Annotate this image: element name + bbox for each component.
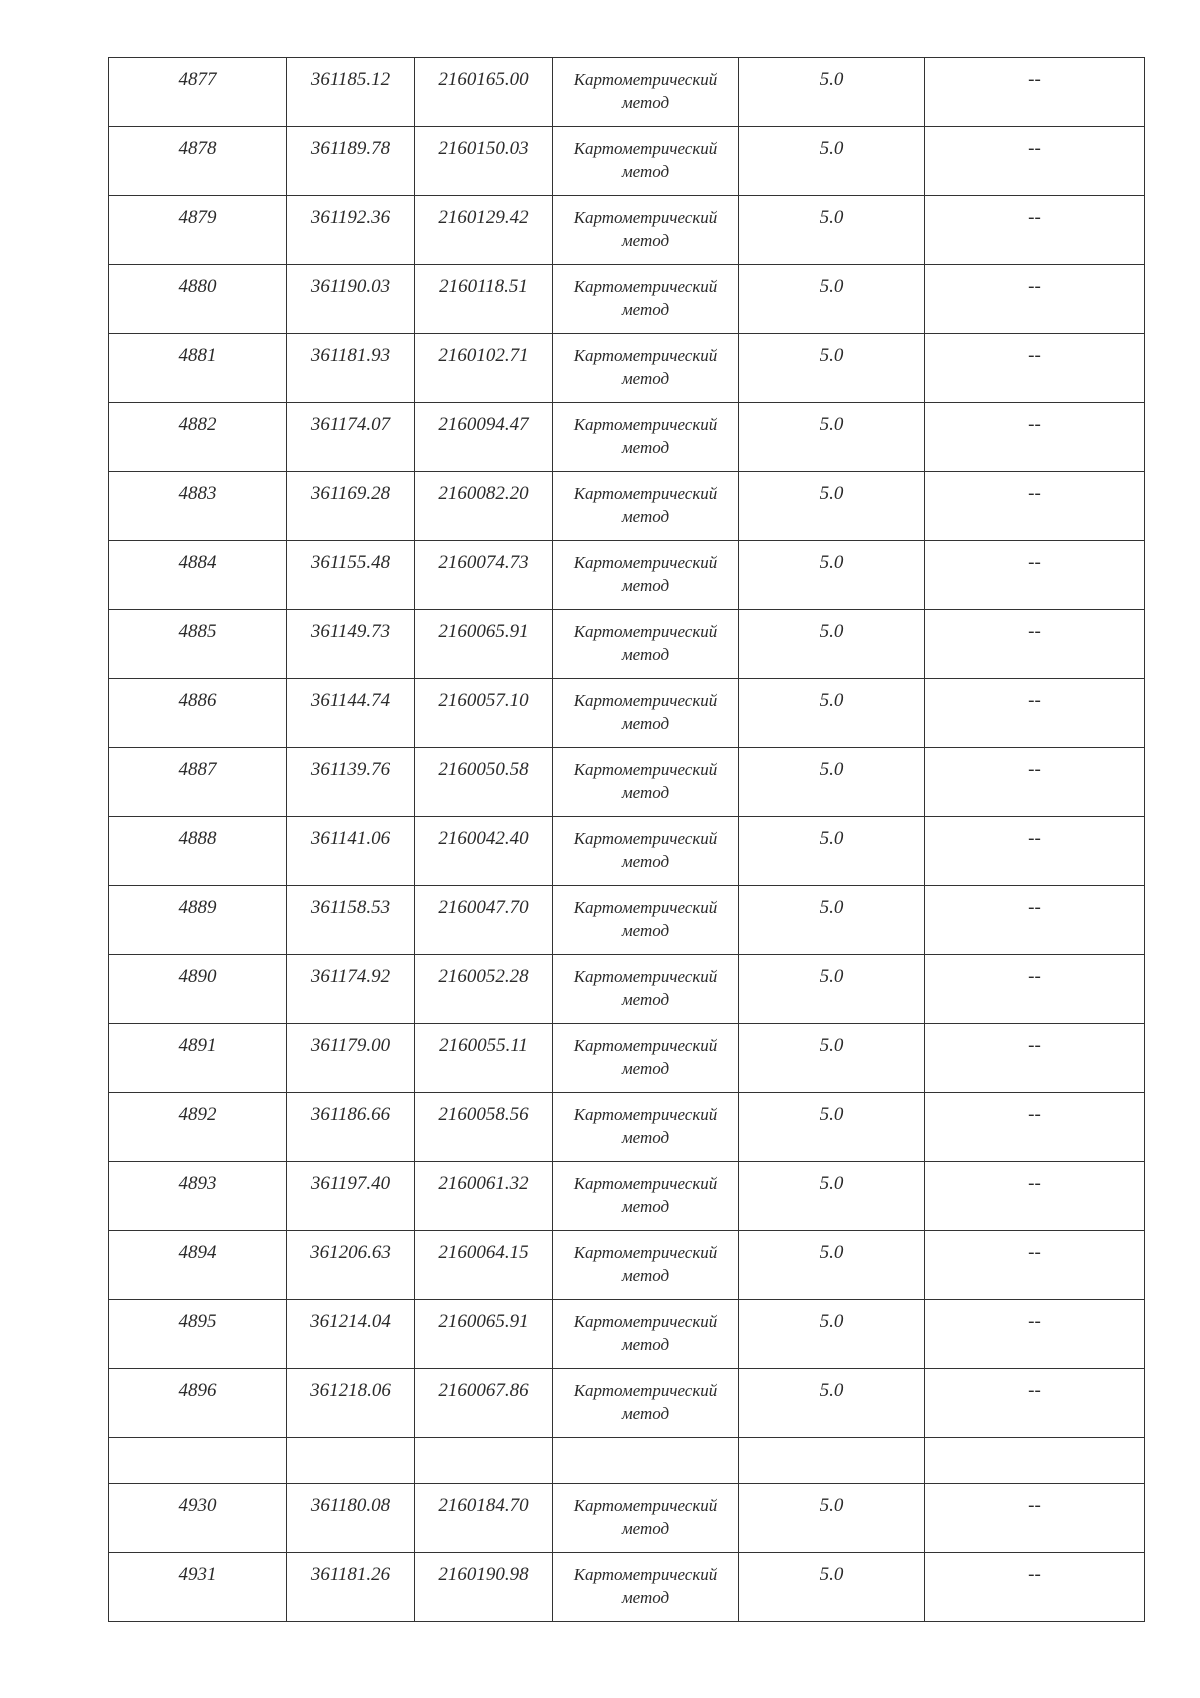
- empty-cell: [739, 1438, 925, 1484]
- note-cell: --: [925, 1300, 1145, 1369]
- y-coordinate-cell: 2160061.32: [415, 1162, 553, 1231]
- note-cell: --: [925, 748, 1145, 817]
- point-number-cell: 4877: [109, 58, 287, 127]
- y-coordinate-cell: 2160074.73: [415, 541, 553, 610]
- empty-cell: [287, 1438, 415, 1484]
- accuracy-cell: 5.0: [739, 748, 925, 817]
- method-label-line1: Картометрический: [573, 1243, 718, 1262]
- point-number-cell: 4885: [109, 610, 287, 679]
- y-coordinate-cell: 2160067.86: [415, 1369, 553, 1438]
- point-number-cell: 4895: [109, 1300, 287, 1369]
- method-label-line2: метод: [621, 1059, 670, 1078]
- method-cell: [553, 1484, 739, 1553]
- method-cell: [553, 886, 739, 955]
- accuracy-cell: 5.0: [739, 1093, 925, 1162]
- method-label-line1: Картометрический: [573, 898, 718, 917]
- method-label-line1: Картометрический: [573, 415, 718, 434]
- table-row: [109, 196, 1145, 265]
- note-cell: --: [925, 334, 1145, 403]
- point-number-cell: 4882: [109, 403, 287, 472]
- accuracy-cell: 5.0: [739, 886, 925, 955]
- method-label-line1: Картометрический: [573, 829, 718, 848]
- y-coordinate-cell: 2160129.42: [415, 196, 553, 265]
- table-row: [109, 1231, 1145, 1300]
- table-row: [109, 1093, 1145, 1162]
- x-coordinate-cell: 361180.08: [287, 1484, 415, 1553]
- y-coordinate-cell: 2160058.56: [415, 1093, 553, 1162]
- y-coordinate-cell: 2160118.51: [415, 265, 553, 334]
- method-label-line1: Картометрический: [573, 70, 718, 89]
- method-label-line1: Картометрический: [573, 1174, 718, 1193]
- method-label-line1: Картометрический: [573, 1312, 718, 1331]
- method-label-line2: метод: [621, 1588, 670, 1607]
- method-label-line1: Картометрический: [573, 760, 718, 779]
- y-coordinate-cell: 2160094.47: [415, 403, 553, 472]
- note-cell: --: [925, 1231, 1145, 1300]
- method-label-line1: Картометрический: [573, 691, 718, 710]
- accuracy-cell: 5.0: [739, 955, 925, 1024]
- point-number-cell: 4890: [109, 955, 287, 1024]
- x-coordinate-cell: 361214.04: [287, 1300, 415, 1369]
- method-cell: [553, 1369, 739, 1438]
- note-cell: --: [925, 817, 1145, 886]
- table-row: [109, 265, 1145, 334]
- accuracy-cell: 5.0: [739, 679, 925, 748]
- accuracy-cell: 5.0: [739, 1553, 925, 1622]
- x-coordinate-cell: 361186.66: [287, 1093, 415, 1162]
- method-cell: [553, 1024, 739, 1093]
- table-row: [109, 127, 1145, 196]
- y-coordinate-cell: 2160055.11: [415, 1024, 553, 1093]
- method-label-line2: метод: [621, 1266, 670, 1285]
- accuracy-cell: 5.0: [739, 610, 925, 679]
- y-coordinate-cell: 2160064.15: [415, 1231, 553, 1300]
- accuracy-cell: 5.0: [739, 58, 925, 127]
- table-row: [109, 1484, 1145, 1553]
- method-label-line2: метод: [621, 300, 670, 319]
- note-cell: --: [925, 196, 1145, 265]
- method-cell: [553, 1300, 739, 1369]
- accuracy-cell: 5.0: [739, 196, 925, 265]
- y-coordinate-cell: 2160165.00: [415, 58, 553, 127]
- note-cell: --: [925, 472, 1145, 541]
- point-number-cell: 4894: [109, 1231, 287, 1300]
- table-row: [109, 1553, 1145, 1622]
- method-cell: [553, 127, 739, 196]
- x-coordinate-cell: 361174.07: [287, 403, 415, 472]
- table-row: [109, 610, 1145, 679]
- method-cell: [553, 817, 739, 886]
- point-number-cell: 4893: [109, 1162, 287, 1231]
- point-number-cell: 4878: [109, 127, 287, 196]
- x-coordinate-cell: 361174.92: [287, 955, 415, 1024]
- method-label-line2: метод: [621, 990, 670, 1009]
- method-label-line1: Картометрический: [573, 208, 718, 227]
- method-cell: [553, 472, 739, 541]
- x-coordinate-cell: 361197.40: [287, 1162, 415, 1231]
- method-label-line2: метод: [621, 921, 670, 940]
- accuracy-cell: 5.0: [739, 1162, 925, 1231]
- method-cell: [553, 403, 739, 472]
- accuracy-cell: 5.0: [739, 334, 925, 403]
- method-label-line1: Картометрический: [573, 553, 718, 572]
- x-coordinate-cell: 361185.12: [287, 58, 415, 127]
- table-row: [109, 403, 1145, 472]
- table-row: [109, 1162, 1145, 1231]
- table-row: [109, 334, 1145, 403]
- point-number-cell: 4896: [109, 1369, 287, 1438]
- note-cell: --: [925, 886, 1145, 955]
- method-label-line2: метод: [621, 1197, 670, 1216]
- y-coordinate-cell: 2160184.70: [415, 1484, 553, 1553]
- method-label-line1: Картометрический: [573, 1565, 718, 1584]
- y-coordinate-cell: 2160057.10: [415, 679, 553, 748]
- empty-cell: [553, 1438, 739, 1484]
- table-row: [109, 1369, 1145, 1438]
- empty-cell: [415, 1438, 553, 1484]
- method-cell: [553, 1162, 739, 1231]
- method-label-line2: метод: [621, 1128, 670, 1147]
- method-cell: [553, 679, 739, 748]
- note-cell: --: [925, 610, 1145, 679]
- table-row: [109, 679, 1145, 748]
- accuracy-cell: 5.0: [739, 1484, 925, 1553]
- x-coordinate-cell: 361181.26: [287, 1553, 415, 1622]
- x-coordinate-cell: 361181.93: [287, 334, 415, 403]
- point-number-cell: 4930: [109, 1484, 287, 1553]
- table-row: [109, 541, 1145, 610]
- method-cell: [553, 610, 739, 679]
- method-label-line1: Картометрический: [573, 1381, 718, 1400]
- accuracy-cell: 5.0: [739, 127, 925, 196]
- point-number-cell: 4888: [109, 817, 287, 886]
- point-number-cell: 4886: [109, 679, 287, 748]
- method-label-line1: Картометрический: [573, 346, 718, 365]
- point-number-cell: 4879: [109, 196, 287, 265]
- method-label-line1: Картометрический: [573, 1105, 718, 1124]
- method-cell: [553, 541, 739, 610]
- x-coordinate-cell: 361218.06: [287, 1369, 415, 1438]
- empty-cell: [925, 1438, 1145, 1484]
- table-row: [109, 955, 1145, 1024]
- y-coordinate-cell: 2160047.70: [415, 886, 553, 955]
- y-coordinate-cell: 2160042.40: [415, 817, 553, 886]
- note-cell: --: [925, 1369, 1145, 1438]
- y-coordinate-cell: 2160065.91: [415, 610, 553, 679]
- note-cell: --: [925, 955, 1145, 1024]
- method-label-line1: Картометрический: [573, 967, 718, 986]
- method-label-line2: метод: [621, 1335, 670, 1354]
- y-coordinate-cell: 2160102.71: [415, 334, 553, 403]
- method-cell: [553, 58, 739, 127]
- y-coordinate-cell: 2160190.98: [415, 1553, 553, 1622]
- note-cell: --: [925, 1553, 1145, 1622]
- accuracy-cell: 5.0: [739, 1231, 925, 1300]
- accuracy-cell: 5.0: [739, 472, 925, 541]
- point-number-cell: 4884: [109, 541, 287, 610]
- point-number-cell: 4931: [109, 1553, 287, 1622]
- method-label-line1: Картометрический: [573, 484, 718, 503]
- point-number-cell: 4883: [109, 472, 287, 541]
- note-cell: --: [925, 127, 1145, 196]
- method-label-line2: метод: [621, 231, 670, 250]
- method-label-line2: метод: [621, 1404, 670, 1423]
- method-label-line1: Картометрический: [573, 622, 718, 641]
- note-cell: --: [925, 58, 1145, 127]
- table-row: [109, 748, 1145, 817]
- method-cell: [553, 1093, 739, 1162]
- x-coordinate-cell: 361141.06: [287, 817, 415, 886]
- method-cell: [553, 196, 739, 265]
- note-cell: --: [925, 403, 1145, 472]
- accuracy-cell: 5.0: [739, 1369, 925, 1438]
- note-cell: --: [925, 1484, 1145, 1553]
- accuracy-cell: 5.0: [739, 1300, 925, 1369]
- accuracy-cell: 5.0: [739, 265, 925, 334]
- y-coordinate-cell: 2160065.91: [415, 1300, 553, 1369]
- coordinates-table-body: [109, 58, 1145, 1622]
- method-label-line2: метод: [621, 507, 670, 526]
- method-label-line1: Картометрический: [573, 139, 718, 158]
- coordinates-table: [108, 57, 1145, 1622]
- note-cell: --: [925, 541, 1145, 610]
- empty-cell: [109, 1438, 287, 1484]
- note-cell: --: [925, 265, 1145, 334]
- method-label-line2: метод: [621, 783, 670, 802]
- method-cell: [553, 748, 739, 817]
- method-cell: [553, 1553, 739, 1622]
- point-number-cell: 4887: [109, 748, 287, 817]
- method-label-line2: метод: [621, 714, 670, 733]
- y-coordinate-cell: 2160052.28: [415, 955, 553, 1024]
- x-coordinate-cell: 361139.76: [287, 748, 415, 817]
- x-coordinate-cell: 361179.00: [287, 1024, 415, 1093]
- method-cell: [553, 955, 739, 1024]
- table-row: [109, 817, 1145, 886]
- point-number-cell: 4889: [109, 886, 287, 955]
- x-coordinate-cell: 361189.78: [287, 127, 415, 196]
- x-coordinate-cell: 361149.73: [287, 610, 415, 679]
- method-label-line2: метод: [621, 162, 670, 181]
- point-number-cell: 4891: [109, 1024, 287, 1093]
- accuracy-cell: 5.0: [739, 541, 925, 610]
- method-label-line2: метод: [621, 1519, 670, 1538]
- note-cell: --: [925, 1024, 1145, 1093]
- method-cell: [553, 1231, 739, 1300]
- y-coordinate-cell: 2160150.03: [415, 127, 553, 196]
- method-label-line1: Картометрический: [573, 277, 718, 296]
- table-row: [109, 472, 1145, 541]
- table-row: [109, 58, 1145, 127]
- method-cell: [553, 265, 739, 334]
- method-label-line1: Картометрический: [573, 1496, 718, 1515]
- accuracy-cell: 5.0: [739, 817, 925, 886]
- method-label-line2: метод: [621, 852, 670, 871]
- method-label-line2: метод: [621, 93, 670, 112]
- point-number-cell: 4892: [109, 1093, 287, 1162]
- y-coordinate-cell: 2160050.58: [415, 748, 553, 817]
- accuracy-cell: 5.0: [739, 1024, 925, 1093]
- method-cell: [553, 334, 739, 403]
- table-row: [109, 886, 1145, 955]
- note-cell: --: [925, 679, 1145, 748]
- method-label-line2: метод: [621, 369, 670, 388]
- accuracy-cell: 5.0: [739, 403, 925, 472]
- method-label-line2: метод: [621, 438, 670, 457]
- table-row: [109, 1024, 1145, 1093]
- x-coordinate-cell: 361155.48: [287, 541, 415, 610]
- x-coordinate-cell: 361206.63: [287, 1231, 415, 1300]
- x-coordinate-cell: 361158.53: [287, 886, 415, 955]
- note-cell: --: [925, 1162, 1145, 1231]
- x-coordinate-cell: 361169.28: [287, 472, 415, 541]
- y-coordinate-cell: 2160082.20: [415, 472, 553, 541]
- method-label-line2: метод: [621, 645, 670, 664]
- x-coordinate-cell: 361144.74: [287, 679, 415, 748]
- method-label-line1: Картометрический: [573, 1036, 718, 1055]
- note-cell: --: [925, 1093, 1145, 1162]
- x-coordinate-cell: 361190.03: [287, 265, 415, 334]
- point-number-cell: 4881: [109, 334, 287, 403]
- table-row-separator: [109, 1438, 1145, 1484]
- method-label-line2: метод: [621, 576, 670, 595]
- x-coordinate-cell: 361192.36: [287, 196, 415, 265]
- point-number-cell: 4880: [109, 265, 287, 334]
- table-row: [109, 1300, 1145, 1369]
